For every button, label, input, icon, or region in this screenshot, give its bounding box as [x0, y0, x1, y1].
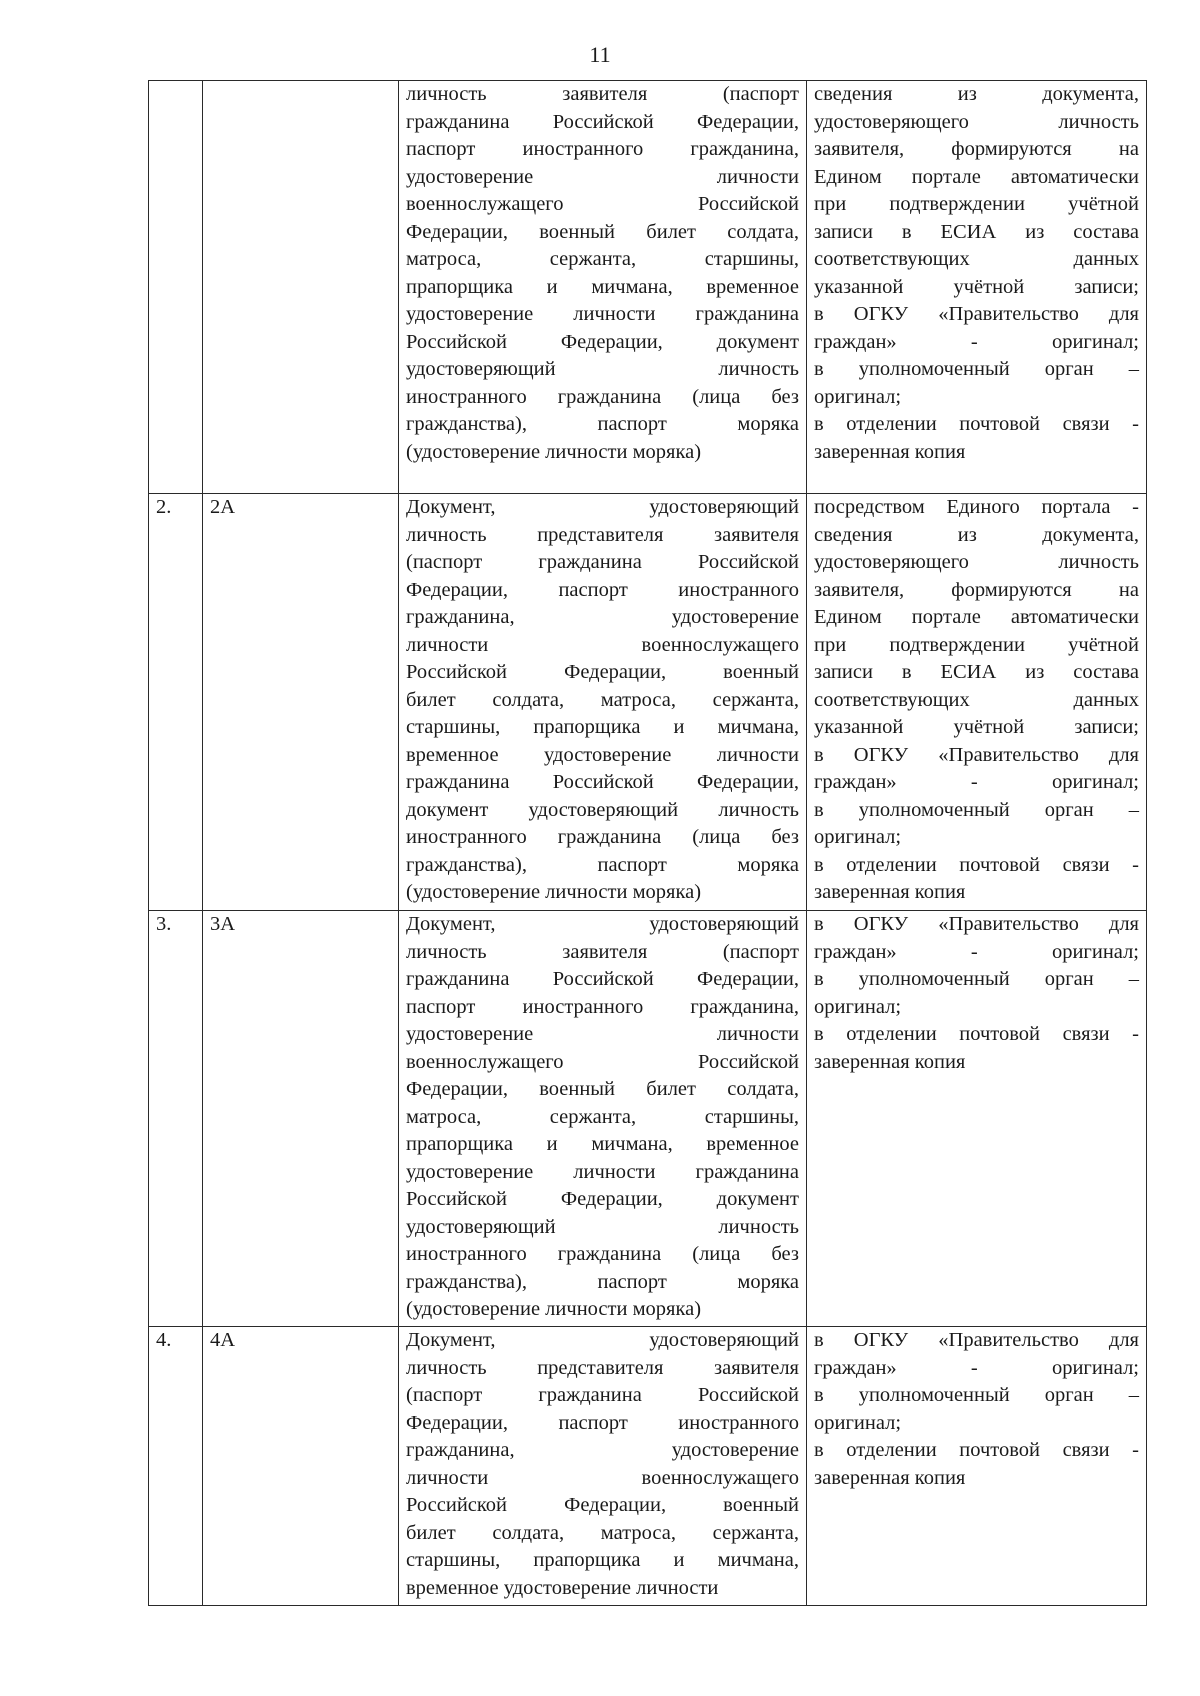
method-line: граждан» - оригинал;: [814, 771, 1139, 793]
table-row: [149, 1327, 1147, 1606]
document-line: паспорт иностранного гражданина,: [406, 995, 799, 1018]
document-line: Федерации, военный билет солдата,: [406, 220, 799, 243]
document-line: гражданина Российской Федерации,: [406, 771, 799, 793]
method-line: заявителя, формируются на: [814, 138, 1139, 160]
method-line: граждан» - оригинал;: [814, 330, 1139, 353]
document-line: Федерации, паспорт иностранного: [406, 1411, 799, 1434]
method-line: удостоверяющего личность: [814, 551, 1139, 573]
method-line: при подтверждении учётной: [814, 633, 1139, 656]
submission-method-cell: [807, 1327, 1147, 1606]
document-line: иностранного гражданина (лица без: [406, 826, 799, 848]
document-line: матроса, сержанта, старшины,: [406, 1105, 799, 1128]
method-line: записи в ЕСИА из состава: [814, 661, 1139, 683]
row-number-cell: [149, 81, 203, 494]
method-line: удостоверяющего личность: [814, 110, 1139, 133]
row-number-cell: 3.: [149, 911, 203, 1327]
method-line: при подтверждении учётной: [814, 193, 1139, 215]
method-line: в уполномоченный орган –: [814, 1384, 1139, 1406]
document-line: удостоверение личности гражданина: [406, 1160, 799, 1183]
document-line: Федерации, военный билет солдата,: [406, 1078, 799, 1100]
document-line: гражданина Российской Федерации,: [406, 968, 799, 990]
method-line: указанной учётной записи;: [814, 275, 1139, 298]
method-line: заверенная копия: [814, 440, 966, 463]
method-line: сведения из документа,: [814, 523, 1139, 546]
table-row: [149, 911, 1147, 1327]
document-line: старшины, прапорщика и мичмана,: [406, 1549, 799, 1571]
document-line: личность заявителя (паспорт: [406, 940, 799, 963]
document-line: матроса, сержанта, старшины,: [406, 248, 799, 270]
document-line: документ удостоверяющий личность: [406, 798, 799, 821]
method-line: оригинал;: [814, 995, 902, 1018]
document-line: билет солдата, матроса, сержанта,: [406, 688, 799, 711]
method-line: заверенная копия: [814, 1050, 966, 1073]
method-line: в отделении почтовой связи -: [814, 413, 1139, 435]
document-line: удостоверяющий личность: [406, 1215, 799, 1238]
method-line: граждан» - оригинал;: [814, 940, 1139, 963]
document-line: (паспорт гражданина Российской: [406, 551, 799, 573]
method-line: сведения из документа,: [814, 83, 1139, 105]
method-line: в уполномоченный орган –: [814, 798, 1139, 821]
method-line: граждан» - оригинал;: [814, 1356, 1139, 1379]
method-line: в уполномоченный орган –: [814, 358, 1139, 380]
document-line: удостоверение личности гражданина: [406, 303, 799, 325]
method-line: в ОГКУ «Правительство для: [814, 913, 1139, 935]
document-line: личности военнослужащего: [406, 1466, 799, 1489]
document-line: Документ, удостоверяющий: [406, 913, 799, 935]
document-line: личность заявителя (паспорт: [406, 83, 799, 105]
method-line: в уполномоченный орган –: [814, 968, 1139, 990]
method-line: заявителя, формируются на: [814, 578, 1139, 601]
document-line: военнослужащего Российской: [406, 193, 799, 215]
document-cell: [399, 911, 807, 1327]
submission-method-cell: [807, 494, 1147, 911]
method-line: заверенная копия: [814, 881, 966, 903]
document-line: (удостоверение личности моряка): [406, 440, 702, 463]
row-code-cell: 4А: [203, 1327, 399, 1606]
page-number: 11: [589, 42, 611, 67]
document-line: гражданства), паспорт моряка: [406, 1270, 799, 1293]
method-line: в отделении почтовой связи -: [814, 853, 1139, 876]
document-line: гражданства), паспорт моряка: [406, 413, 799, 435]
document-line: удостоверение личности: [406, 165, 799, 188]
row-code-cell: 2А: [203, 494, 399, 911]
document-line: гражданина, удостоверение: [406, 606, 799, 628]
document-line: старшины, прапорщика и мичмана,: [406, 716, 799, 738]
document-line: гражданина Российской Федерации,: [406, 110, 799, 133]
document-line: билет солдата, матроса, сержанта,: [406, 1521, 799, 1544]
method-line: Едином портале автоматически: [814, 606, 1139, 628]
document-line: прапорщика и мичмана, временное: [406, 275, 799, 298]
method-line: в ОГКУ «Правительство для: [814, 743, 1139, 766]
method-line: записи в ЕСИА из состава: [814, 220, 1139, 243]
method-line: оригинал;: [814, 385, 902, 408]
submission-method-cell: [807, 81, 1147, 494]
document-line: (удостоверение личности моряка): [406, 1298, 702, 1320]
document-line: (удостоверение личности моряка): [406, 881, 702, 903]
table-row: [149, 494, 1147, 911]
table-row: [149, 81, 1147, 494]
document-line: гражданина, удостоверение: [406, 1439, 799, 1461]
document-line: личности военнослужащего: [406, 633, 799, 656]
document-line: Документ, удостоверяющий: [406, 496, 799, 518]
document-line: Российской Федерации, военный: [406, 661, 799, 683]
document-line: личность представителя заявителя: [406, 1356, 799, 1379]
document-line: Российской Федерации, документ: [406, 330, 799, 353]
method-line: соответствующих данных: [814, 248, 1139, 270]
document-line: иностранного гражданина (лица без: [406, 385, 799, 408]
document-line: личность представителя заявителя: [406, 523, 799, 546]
document-cell: [399, 1327, 807, 1606]
document-line: удостоверяющий личность: [406, 358, 799, 380]
method-line: оригинал;: [814, 826, 902, 848]
row-number-cell: 4.: [149, 1327, 203, 1606]
row-code-cell: [203, 81, 399, 494]
document-line: удостоверение личности: [406, 1023, 799, 1045]
row-code-cell: 3А: [203, 911, 399, 1327]
document-cell: [399, 494, 807, 911]
method-line: Едином портале автоматически: [814, 165, 1139, 188]
method-line: оригинал;: [814, 1411, 902, 1434]
document-line: Российской Федерации, документ: [406, 1188, 799, 1210]
method-line: в ОГКУ «Правительство для: [814, 1329, 1139, 1351]
method-line: указанной учётной записи;: [814, 716, 1139, 738]
method-line: соответствующих данных: [814, 688, 1139, 711]
method-line: посредством Единого портала -: [814, 496, 1139, 518]
method-line: в ОГКУ «Правительство для: [814, 303, 1139, 325]
document-line: Российской Федерации, военный: [406, 1494, 799, 1516]
submission-method-cell: [807, 911, 1147, 1327]
document-line: (паспорт гражданина Российской: [406, 1384, 799, 1406]
document-line: военнослужащего Российской: [406, 1050, 799, 1073]
document-line: гражданства), паспорт моряка: [406, 853, 799, 876]
document-line: Документ, удостоверяющий: [406, 1329, 799, 1351]
document-line: Федерации, паспорт иностранного: [406, 578, 799, 601]
document-cell: [399, 81, 807, 494]
document-line: прапорщика и мичмана, временное: [406, 1133, 799, 1155]
document-line: паспорт иностранного гражданина,: [406, 138, 799, 160]
method-line: в отделении почтовой связи -: [814, 1439, 1139, 1461]
document-line: временное удостоверение личности: [406, 1576, 719, 1599]
document-line: временное удостоверение личности: [406, 743, 799, 766]
method-line: заверенная копия: [814, 1466, 966, 1489]
table-body: [149, 81, 1147, 1606]
documents-table: [148, 80, 1147, 1606]
document-line: иностранного гражданина (лица без: [406, 1243, 799, 1265]
row-number-cell: 2.: [149, 494, 203, 911]
method-line: в отделении почтовой связи -: [814, 1023, 1139, 1045]
